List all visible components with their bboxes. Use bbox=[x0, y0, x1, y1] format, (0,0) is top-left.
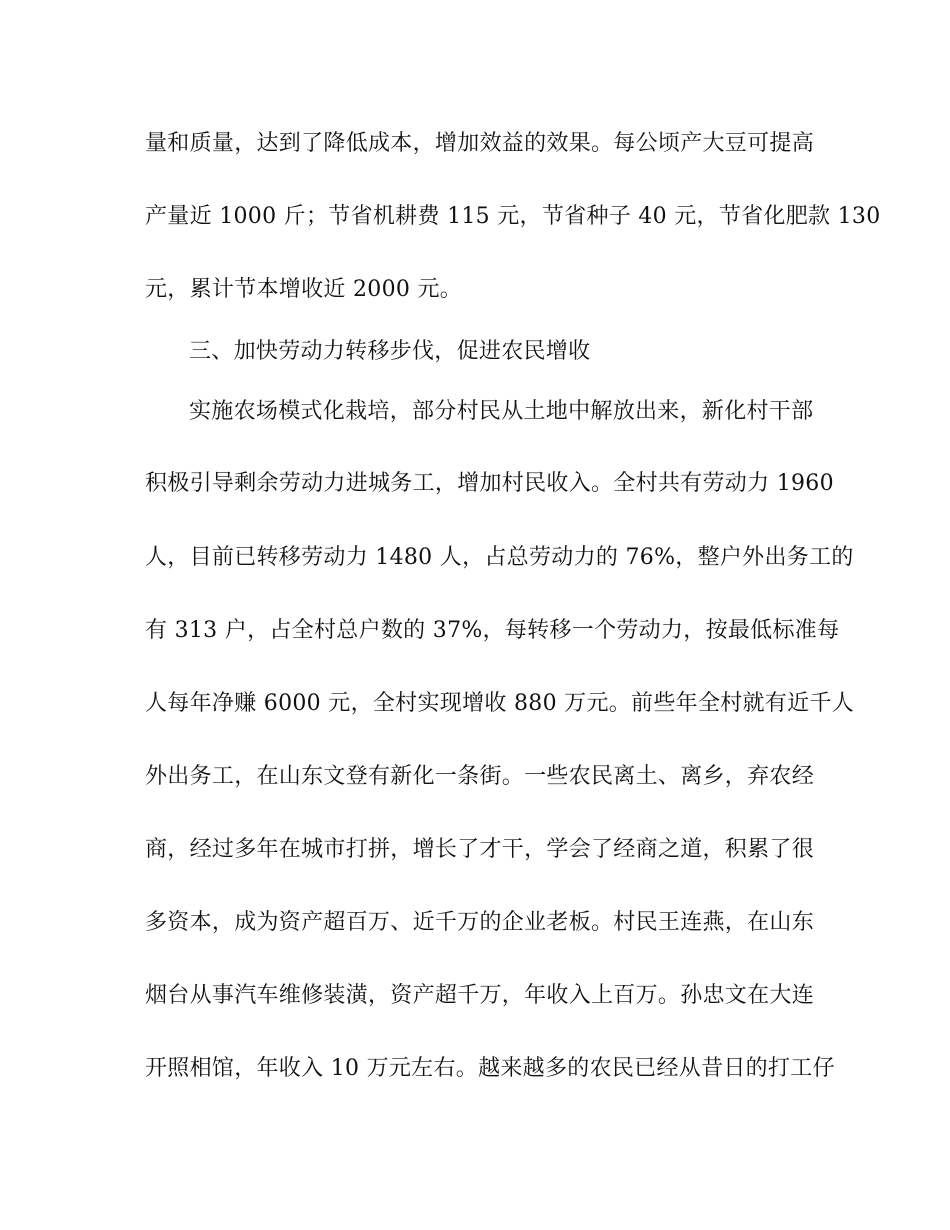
paragraph-line: 量和质量，达到了降低成本，增加效益的效果。每公顷产大豆可提高 bbox=[145, 131, 815, 156]
paragraph-line: 开照相馆，年收入 10 万元左右。越来越多的农民已经从昔日的打工仔 bbox=[145, 1056, 835, 1081]
section-heading: 三、加快劳动力转移步伐，促进农民增收 bbox=[189, 339, 591, 364]
paragraph-line: 人，目前已转移劳动力 1480 人，占总劳动力的 76%，整户外出务工的 bbox=[145, 545, 854, 570]
paragraph-line: 积极引导剩余劳动力进城务工，增加村民收入。全村共有劳动力 1960 bbox=[145, 471, 834, 496]
paragraph-line: 外出务工，在山东文登有新化一条街。一些农民离土、离乡，弃农经 bbox=[145, 764, 815, 789]
paragraph-line: 烟台从事汽车维修装潢，资产超千万，年收入上百万。孙忠文在大连 bbox=[145, 983, 815, 1008]
paragraph-line: 多资本，成为资产超百万、近千万的企业老板。村民王连燕，在山东 bbox=[145, 910, 815, 935]
paragraph-line: 元，累计节本增收近 2000 元。 bbox=[145, 277, 463, 302]
paragraph-line: 商，经过多年在城市打拼，增长了才干，学会了经商之道，积累了很 bbox=[145, 837, 815, 862]
paragraph-line: 实施农场模式化栽培，部分村民从土地中解放出来，新化村干部 bbox=[189, 399, 814, 424]
paragraph-line: 产量近 1000 斤；节省机耕费 115 元，节省种子 40 元，节省化肥款 130 bbox=[145, 204, 881, 229]
paragraph-line: 人每年净赚 6000 元，全村实现增收 880 万元。前些年全村就有近千人 bbox=[145, 691, 855, 716]
paragraph-line: 有 313 户，占全村总户数的 37%，每转移一个劳动力，按最低标准每 bbox=[145, 618, 840, 643]
